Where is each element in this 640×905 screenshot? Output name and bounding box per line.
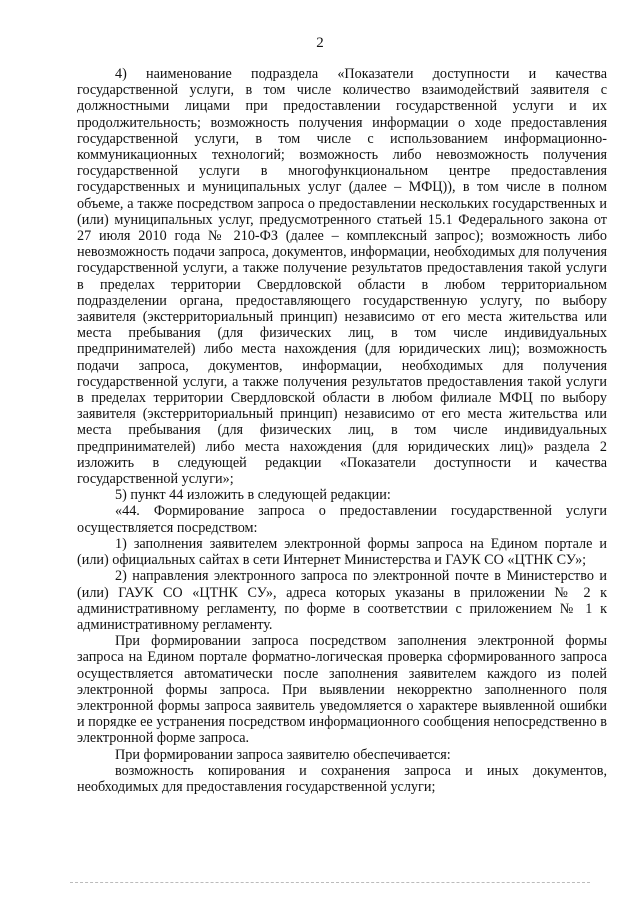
paragraph-form-check: При формировании запроса посредством заполнения электронной формы запроса на Едином портале форматно-логическая проверка сформированного запроса осуществляется автоматически после заполнения заявителем каждого из полей электронной формы запроса. При выявлении некорректно заполненного поля электронной формы запроса заявитель уведомляется о характере выявленной ошибки и порядке ее устранения посредством информационного сообщения непосредственно в электронной форме запроса. bbox=[77, 633, 607, 747]
paragraph-copy-save: возможность копирования и сохранения запроса и иных документов, необходимых для предоставления государственной услуги; bbox=[77, 762, 607, 795]
paragraph-item-5: 5) пункт 44 изложить в следующей редакции: bbox=[115, 487, 391, 504]
paragraph-subitem-2: 2) направления электронного запроса по электронной почте в Министерство и (или) ГАУК СО «ЦТНК СУ», адреса которых указаны в приложении № 2 к административному регламенту, по форме в соответствии с приложением № 1 к административному регламенту. bbox=[77, 568, 607, 633]
paragraph-provided: При формировании запроса заявителю обеспечивается: bbox=[115, 746, 451, 763]
paragraph-subitem-1: 1) заполнения заявителем электронной формы запроса на Едином портале и (или) официальных сайтах в сети Интернет Министерства и ГАУК СО «ЦТНК СУ»; bbox=[77, 535, 607, 569]
paragraph-item-4: 4) наименование подраздела «Показатели доступности и качества государственной услуги, в том числе количество взаимодействий заявителя с должностными лицами при предоставлении государственной услуги и их продолжительность; возможность получения информации о ходе предоставления государственной услуги, в том числе с использованием информационно-коммуникационных технологий; возможность либо невозможность получения государственной услуги в многофункциональном центре предоставления государственных и муниципальных услуг (далее – МФЦ)), в том числе в полном объеме, а также посредством запроса о предоставлении нескольких государственных и (или) муниципальных услуг, предусмотренного статьей 15.1 Федерального закона от 27 июля 2010 года № 210-ФЗ (далее – комплексный запрос); возможность либо невозможность подачи запроса, документов, информации, необходимых для получения государственной услуги, а также получение результатов предоставления такой услуги в пределах территории Свердловской области в любом территориальном подразделении органа, предоставляющего государственную услугу, по выбору заявителя (экстерриториальный принцип) независимо от его места жительства или места пребывания (для физических лиц, в том числе индивидуальных предпринимателей) либо места нахождения (для юридических лиц); возможность подачи запроса, документов, информации, необходимых для получения государственной услуги, а также получения результатов предоставления такой услуги в пределах территории Свердловской области в любом филиале МФЦ по выбору заявителя (экстерриториальный принцип) независимо от его места жительства или места пребывания (для физических лиц, в том числе индивидуальных предпринимателей) либо места нахождения (для юридических лиц)» раздела 2 изложить в следующей редакции «Показатели доступности и качества государственной услуги»; bbox=[77, 66, 607, 488]
paragraph-point-44: «44. Формирование запроса о предоставлении государственной услуги осуществляется посредством: bbox=[77, 503, 607, 536]
document-body bbox=[77, 66, 607, 795]
page-bottom-rule bbox=[70, 882, 590, 883]
page-number: 2 bbox=[316, 35, 324, 51]
